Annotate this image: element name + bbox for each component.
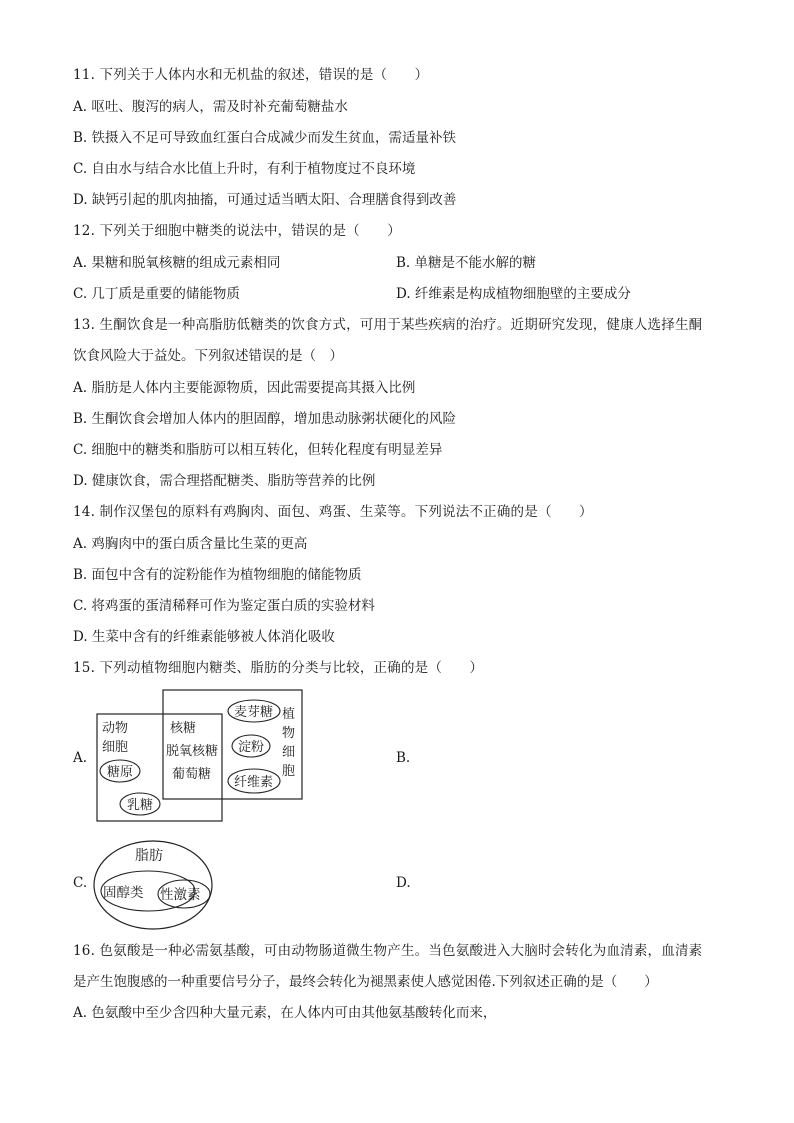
q11-option-a: A. 呕吐、腹泻的病人，需及时补充葡萄糖盐水 (73, 99, 348, 115)
q16-stem-line2: 是产生饱腹感的一种重要信号分子，最终会转化为褪黑素使人感觉困倦.下列叙述正确的是（ ） (73, 974, 658, 990)
hormone-label: 性激素 (160, 887, 201, 903)
plant-label-3: 细 (282, 745, 296, 760)
q14-option-c: C. 将鸡蛋的蛋清稀释可作为鉴定蛋白质的实验材料 (73, 598, 375, 614)
q12-option-b: B. 单糖是不能水解的糖 (396, 255, 537, 271)
q12-stem: 12. 下列关于细胞中糖类的说法中，错误的是（ ） (73, 223, 401, 239)
q16-stem-line1: 16. 色氨酸是一种必需氨基酸，可由动物肠道微生物产生。当色氨酸进入大脑时会转化为血清素，血清素 (73, 943, 703, 959)
q11-option-d: D. 缺钙引起的肌肉抽搐，可通过适当晒太阳、合理膳食得到改善 (73, 192, 457, 208)
q13-option-c: C. 细胞中的糖类和脂肪可以相互转化，但转化程度有明显差异 (73, 442, 443, 458)
q15-option-c-label: C. (73, 875, 88, 891)
q11-option-b: B. 铁摄入不足可导致血红蛋白合成减少而发生贫血，需适量补铁 (73, 130, 457, 146)
maltose-label: 麦芽糖 (234, 705, 274, 720)
q13-option-b: B. 生酮饮食会增加人体内的胆固醇，增加患动脉粥状硬化的风险 (73, 411, 457, 427)
sterol-label: 固醇类 (103, 885, 144, 901)
starch-label: 淀粉 (238, 740, 265, 755)
q15-stem: 15. 下列动植物细胞内糖类、脂肪的分类与比较，正确的是（ ） (73, 660, 484, 676)
q15-option-d-label: D. (396, 875, 411, 891)
animal-label-2: 细胞 (102, 740, 129, 755)
lipid-label: 脂肪 (135, 848, 163, 864)
q12-option-a: A. 果糖和脱氧核糖的组成元素相同 (73, 255, 281, 271)
q15-option-b-label: B. (396, 750, 411, 766)
plant-label-4: 胞 (282, 764, 296, 779)
glycogen-label: 糖原 (107, 765, 134, 780)
q11-stem: 11. 下列关于人体内水和无机盐的叙述，错误的是（ ） (73, 67, 429, 83)
q16-option-a: A. 色氨酸中至少含四种大量元素，在人体内可由其他氨基酸转化而来， (73, 1005, 497, 1021)
plant-label-2: 物 (282, 726, 296, 741)
q14-option-b: B. 面包中含有的淀粉能作为植物细胞的储能物质 (73, 567, 362, 583)
q12-option-d: D. 纤维素是构成植物细胞壁的主要成分 (396, 286, 631, 302)
q14-option-d: D. 生菜中含有的纤维素能够被人体消化吸收 (73, 629, 335, 645)
q15-option-a-label: A. (73, 750, 88, 766)
cellulose-label: 纤维素 (234, 775, 274, 790)
q13-option-d: D. 健康饮食，需合理搭配糖类、脂肪等营养的比例 (73, 473, 376, 489)
q13-stem-line2: 饮食风险大于益处。下列叙述错误的是（ ） (73, 348, 343, 364)
q15-diagram-a (90, 688, 315, 828)
plant-label-1: 植 (282, 707, 296, 722)
q14-option-a: A. 鸡胸肉中的蛋白质含量比生菜的更高 (73, 536, 308, 552)
q11-option-c: C. 自由水与结合水比值上升时，有利于植物度过不良环境 (73, 161, 416, 177)
q13-option-a: A. 脂肪是人体内主要能源物质，因此需要提高其摄入比例 (73, 380, 416, 396)
q12-option-c: C. 几丁质是重要的储能物质 (73, 286, 240, 302)
animal-label-1: 动物 (102, 721, 129, 736)
ribose-label: 核糖 (170, 721, 197, 736)
lactose-label: 乳糖 (127, 798, 154, 813)
glucose-label: 葡萄糖 (172, 767, 212, 782)
q15-diagram-c (90, 838, 222, 934)
deoxyribose-label: 脱氧核糖 (166, 744, 219, 759)
q13-stem-line1: 13. 生酮饮食是一种高脂肪低糖类的饮食方式，可用于某些疾病的治疗。近期研究发现，健康人选择生酮 (73, 317, 703, 333)
q14-stem: 14. 制作汉堡包的原料有鸡胸肉、面包、鸡蛋、生菜等。下列说法不正确的是（ ） (73, 504, 593, 520)
